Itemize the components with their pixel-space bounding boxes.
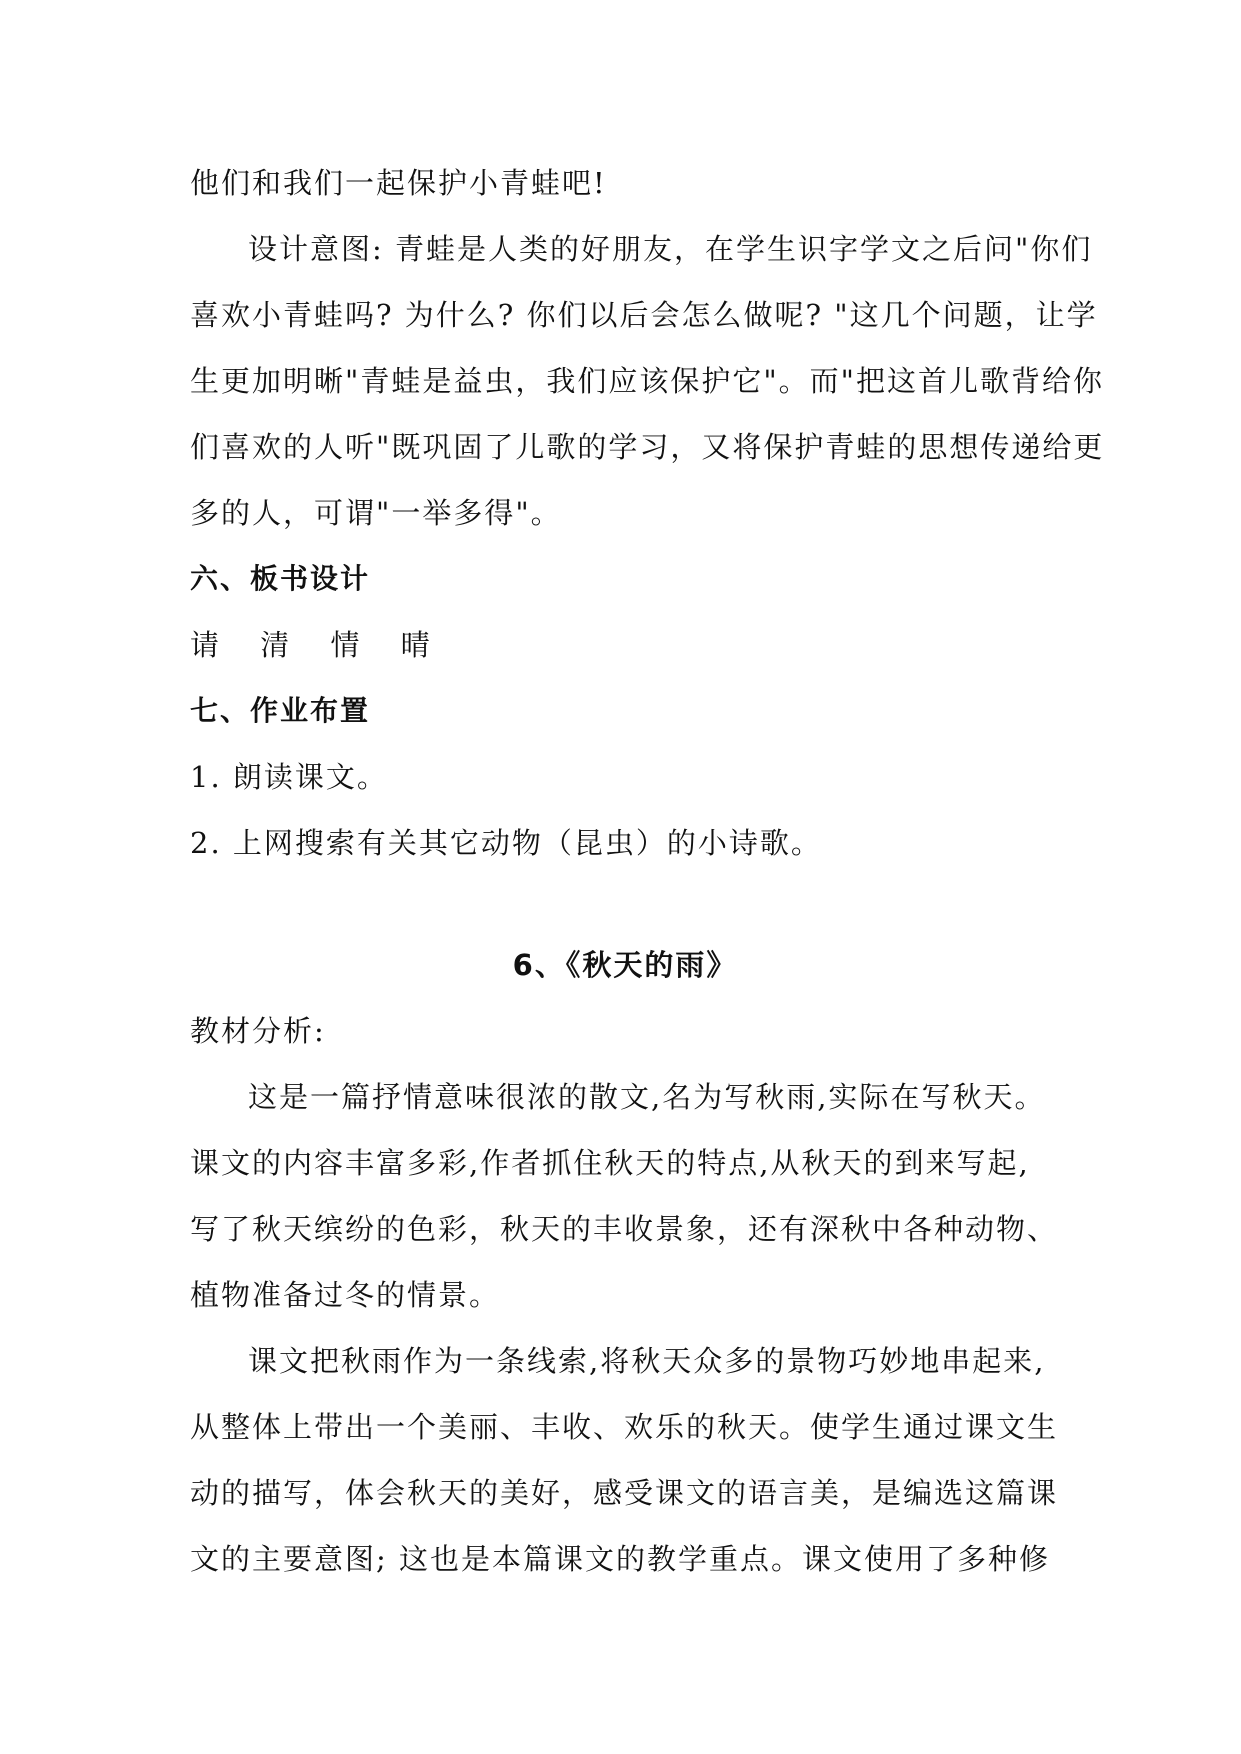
- text-line: 课文把秋雨作为一条线索,将秋天众多的景物巧妙地串起来,: [248, 1344, 1046, 1378]
- text-line: 生更加明晰"青蛙是益虫，我们应该保护它"。而"把这首儿歌背给你: [190, 364, 1105, 398]
- text-line: 从整体上带出一个美丽、丰收、欢乐的秋天。使学生通过课文生: [190, 1410, 1059, 1444]
- text-line: 设计意图: 青蛙是人类的好朋友，在学生识字学文之后问"你们: [248, 232, 1093, 266]
- board-char: 晴: [400, 628, 432, 662]
- material-analysis-heading: 教材分析:: [190, 1014, 326, 1048]
- text-line: 写了秋天缤纷的色彩，秋天的丰收景象，还有深秋中各种动物、: [190, 1212, 1059, 1246]
- text-line: 植物准备过冬的情景。: [190, 1278, 501, 1312]
- text-line: 文的主要意图; 这也是本篇课文的教学重点。课文使用了多种修: [190, 1542, 1050, 1576]
- board-char: 清: [260, 628, 292, 662]
- text-line: 他们和我们一起保护小青蛙吧!: [190, 166, 607, 200]
- section-heading-homework: 七、作业布置: [190, 694, 371, 727]
- text-line: 这是一篇抒情意味很浓的散文,名为写秋雨,实际在写秋天。: [248, 1080, 1046, 1114]
- text-line: 喜欢小青蛙吗? 为什么? 你们以后会怎么做呢? "这几个问题，让学: [190, 298, 1098, 332]
- board-char: 情: [330, 628, 362, 662]
- homework-item: 2. 上网搜索有关其它动物（昆虫）的小诗歌。: [190, 826, 822, 860]
- section-heading-board-design: 六、板书设计: [190, 562, 371, 595]
- design-intent-paragraph: [190, 216, 1105, 546]
- board-characters: [190, 612, 1060, 678]
- text-line: 课文的内容丰富多彩,作者抓住秋天的特点,从秋天的到来写起,: [190, 1146, 1030, 1180]
- document-page: [190, 150, 1105, 1592]
- text-line: 多的人，可谓"一举多得"。: [190, 496, 562, 530]
- board-char: 请: [190, 628, 222, 662]
- text-line: 动的描写，体会秋天的美好，感受课文的语言美，是编选这篇课: [190, 1476, 1059, 1510]
- homework-item: 1. 朗读课文。: [190, 760, 388, 794]
- text-line: 们喜欢的人听"既巩固了儿歌的学习，又将保护青蛙的思想传递给更: [190, 430, 1105, 464]
- spacer: [190, 876, 1060, 932]
- analysis-paragraph-1: [190, 1064, 1060, 1328]
- lesson-title: 6、《秋天的雨》: [512, 948, 738, 982]
- analysis-paragraph-2: [190, 1328, 1060, 1592]
